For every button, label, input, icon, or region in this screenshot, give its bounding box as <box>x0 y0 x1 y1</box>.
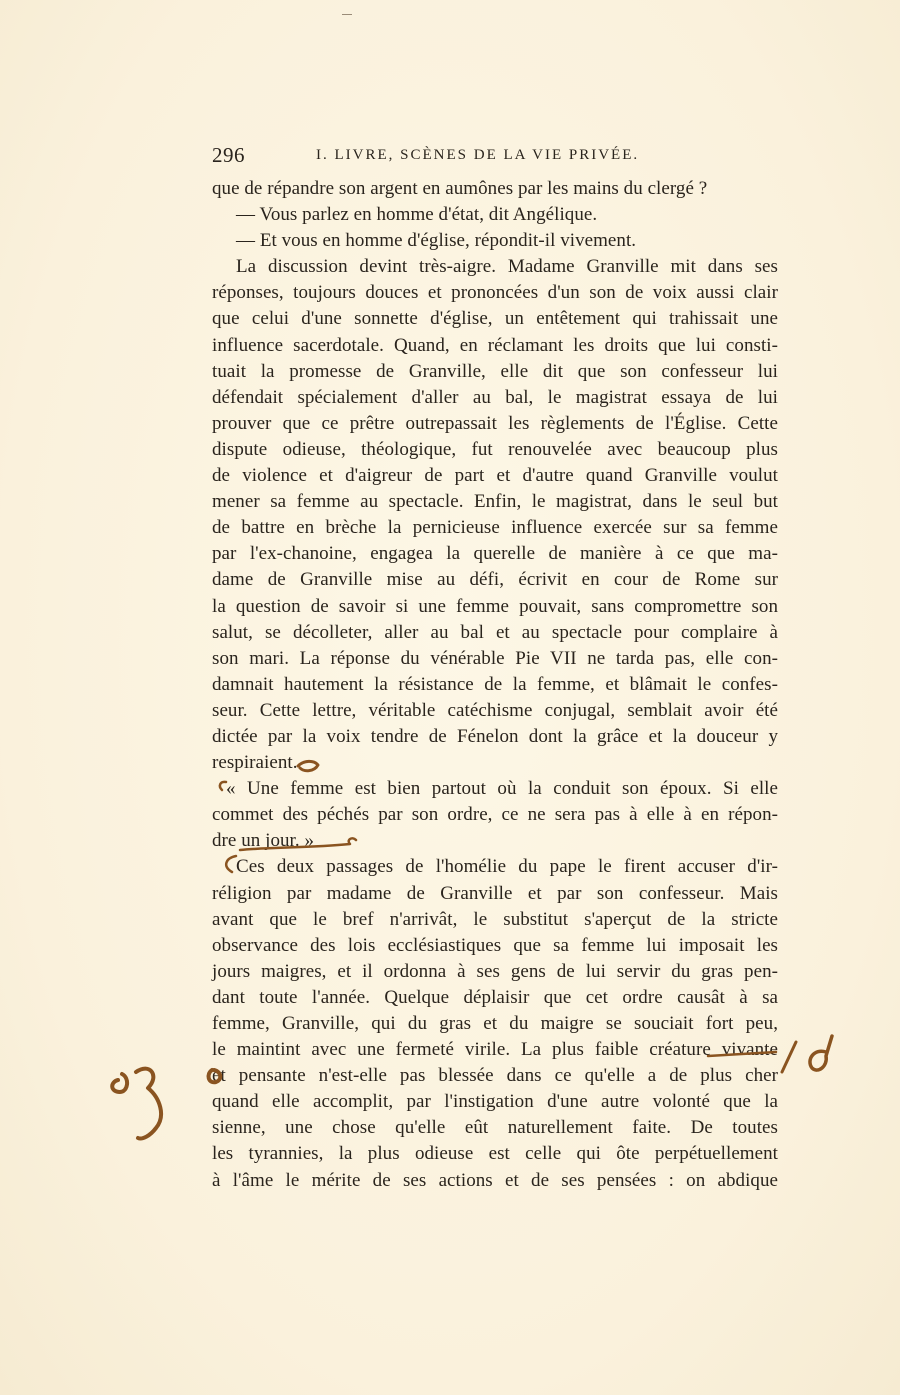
text-line: le maintint avec une fermeté virile. La plus faible créature vivante <box>212 1039 778 1061</box>
ink-left-margin-mark <box>112 1069 161 1139</box>
text-line: damnait hautement la résistance de la femme, et blâmait le confes- <box>212 673 778 695</box>
page-number: 296 <box>212 143 245 167</box>
text-line: dictée par la voix tendre de Fénelon dont la grâce et la douceur y <box>212 725 778 747</box>
text-line: — Vous parlez en homme d'état, dit Angélique. <box>236 204 598 226</box>
text-line: que celui d'une sonnette d'église, un entêtement qui trahissait une <box>212 308 778 330</box>
running-title: I. LIVRE, SCÈNES DE LA VIE PRIVÉE. <box>316 147 640 163</box>
text-line: dispute odieuse, théologique, fut renouvelée avec beaucoup plus <box>212 438 778 460</box>
text-line: mener sa femme au spectacle. Enfin, le magistrat, dans le seul but <box>212 491 778 513</box>
text-line: tuait la promesse de Granville, elle dit que son confesseur lui <box>212 360 778 382</box>
text-line: défendait spécialement d'aller au bal, le magistrat essaya de lui <box>212 386 778 408</box>
text-line: que de répandre son argent en aumônes par les mains du clergé ? <box>212 178 708 199</box>
text-line: son mari. La réponse du vénérable Pie VII ne tarda pas, elle con- <box>212 647 778 669</box>
ink-margin-slash <box>782 1042 796 1072</box>
text-line: femme, Granville, qui du gras et du maigre se souciait fort peu, <box>212 1013 778 1034</box>
page-mark <box>342 14 352 15</box>
text-line: quand elle accomplit, par l'instigation d'une autre volonté que la <box>212 1091 778 1113</box>
text-line: par l'ex-chanoine, engagea la querelle de manière à ce que ma- <box>212 543 778 565</box>
text-line: salut, se décolleter, aller au bal et au spectacle pour complaire à <box>212 621 778 643</box>
text-line: seur. Cette lettre, véritable catéchisme conjugal, semblait avoir été <box>212 699 778 721</box>
text-line: réponses, toujours douces et prononcées d'un son de voix aussi clair <box>212 282 778 304</box>
text-line: et pensante n'est-elle pas blessée dans ce qu'elle a de plus cher <box>212 1065 778 1087</box>
text-line: réligion par madame de Granville et par son confesseur. Mais <box>212 882 778 904</box>
text-line: dame de Granville mise au défi, écrivit en cour de Rome sur <box>212 569 778 591</box>
text-line: — Et vous en homme d'église, répondit-il vivement. <box>236 230 637 252</box>
text-line: « Une femme est bien partout où la conduit son époux. Si elle <box>226 778 778 800</box>
text-line: de battre en brèche la pernicieuse influence exercée sur sa femme <box>212 517 778 539</box>
text-line: influence sacerdotale. Quand, en réclamant les droits que lui consti- <box>212 334 778 356</box>
text-line: prouver que ce prêtre outrepassait les règlements de l'Église. Cette <box>212 412 778 434</box>
text-line: de violence et d'aigreur de part et d'autre quand Granville voulut <box>212 465 778 487</box>
text-line: la question de savoir si une femme pouvait, sans compromettre son <box>212 595 778 617</box>
page-header <box>212 143 778 173</box>
text-line: sienne, une chose qu'elle eût naturellement faite. De toutes <box>212 1117 778 1139</box>
text-line: à l'âme le mérite de ses actions et de ses pensées : on abdique <box>212 1169 778 1191</box>
text-line: dant toute l'année. Quelque déplaisir que cet ordre causât à sa <box>212 986 778 1008</box>
text-line: observance des lois ecclésiastiques que sa femme lui imposait les <box>212 934 778 956</box>
text-line: commet des péchés par son ordre, ce ne sera pas à elle à en répon- <box>212 804 778 826</box>
body-text <box>212 176 778 1194</box>
text-line: les tyrannies, la plus odieuse est celle qui ôte perpétuellement <box>212 1143 778 1165</box>
text-line: respiraient. <box>212 752 298 774</box>
ink-margin-d <box>810 1036 832 1070</box>
text-line: La discussion devint très-aigre. Madame Granville mit dans ses <box>236 256 778 278</box>
text-line: dre un jour. » <box>212 830 315 852</box>
text-line: Ces deux passages de l'homélie du pape le firent accuser d'ir- <box>236 856 778 878</box>
text-line: avant que le bref n'arrivât, le substitut s'aperçut de la stricte <box>212 908 778 930</box>
text-line: jours maigres, et il ordonna à ses gens de lui servir du gras pen- <box>212 960 778 982</box>
